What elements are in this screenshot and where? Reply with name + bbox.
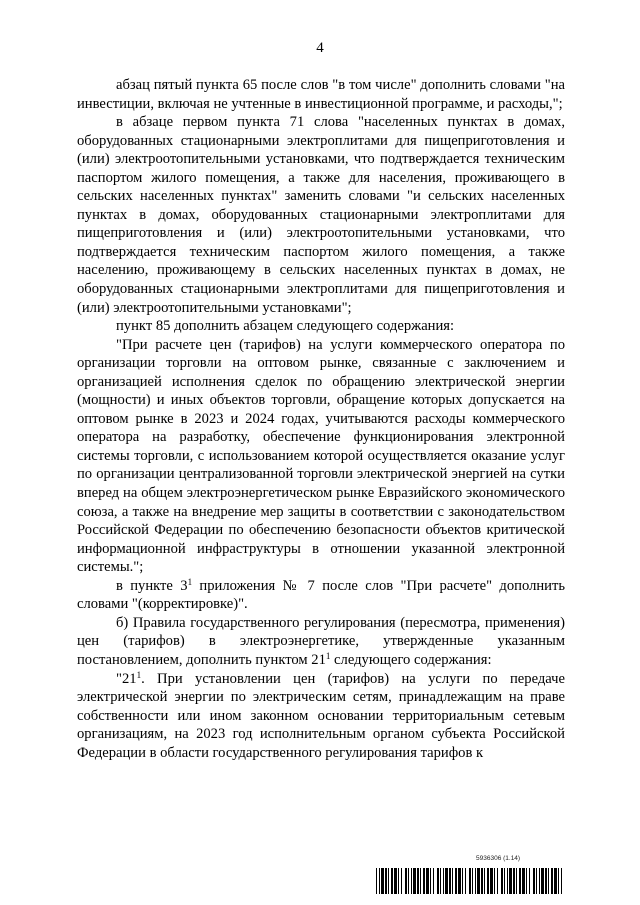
paragraph-item-85: пункт 85 дополнить абзацем следующего содержания: [116, 318, 455, 335]
paragraph-quote-85: "При расчете цен (тарифов) на услуги коммерческого оператора по организации торговли на оптовом рынке, связанные с заключением и организацией исполнения сделок по обращению электрической энергии (мощности) и иных объектов торговли, обращение которых допускается на оптовом рынке в 2023 и 2024 годах, учитываются расходы коммерческого оператора на разработку, обеспечение функционирования электронной системы торговли, с использованием которой осуществляется оказание услуг по организации централизованной торговли электрической энергией на сутки вперед на общем электроэнергетическом рынке Евразийского экономического союза, а также на внедрение мер защиты в соответствии с законодательством Российской Федерации по обеспечению безопасности объектов критической информационной инфраструктуры в отношении указанной электронной системы."; [77, 336, 565, 576]
superscript: 1 [187, 576, 193, 587]
document-body [77, 76, 565, 762]
document-footer [376, 855, 565, 894]
paragraph-text-start: в пункте 3 [116, 577, 188, 594]
paragraph-appendix-7 [77, 577, 565, 614]
paragraph-text-end: следующего содержания: [330, 651, 492, 668]
barcode-icon [376, 868, 565, 894]
paragraph-text-end: . При установлении цен (тарифов) на услуги по передаче электрической энергии по электрическим сетям, принадлежащим на праве собственности или ином законном основании территориальным сетевым организациям, на 2023 год исполнительным органом субъекта Российской Федерации в области государственного регулирования тарифов к [77, 670, 565, 761]
paragraph-text-end: приложения № 7 после слов "При расчете" дополнить словами "(корректировке)". [77, 577, 566, 613]
paragraph-text-start: "21 [116, 670, 137, 687]
paragraph-text-start: б) Правила государственного регулирования (пересмотра, применения) цен (тарифов) в электроэнергетике, утвержденные указанным постановлением, дополнить пунктом 21 [77, 614, 565, 668]
paragraph-item-71: в абзаце первом пункта 71 слова "населенных пунктах в домах, оборудованных стационарными электроплитами для пищеприготовления и (или) электроотопительными установками, что подтверждается техническим паспортом жилого помещения, а также для населения, проживающего в сельских населенных пунктах" заменить словами "и сельских населенных пунктах в домах, оборудованных стационарными электроплитами для пищеприготовления и (или) электроотопительными установками, что подтверждается техническим паспортом жилого помещения, а также населению, проживающему в сельских населенных пунктах в домах, не оборудованных стационарными электроплитами для пищеприготовления и (или) электроотопительными установками"; [77, 114, 565, 316]
superscript: 1 [136, 669, 142, 680]
superscript: 1 [325, 650, 331, 661]
page-number: 4 [316, 40, 324, 56]
paragraph-rules-b [77, 614, 565, 670]
paragraph-item-21-1 [77, 670, 565, 763]
document-code: 5936306 (1.14) [476, 855, 521, 862]
paragraph-item-65: абзац пятый пункта 65 после слов "в том числе" дополнить словами "на инвестиции, включая не учтенные в инвестиционной программе, и расходы,"; [77, 77, 565, 112]
